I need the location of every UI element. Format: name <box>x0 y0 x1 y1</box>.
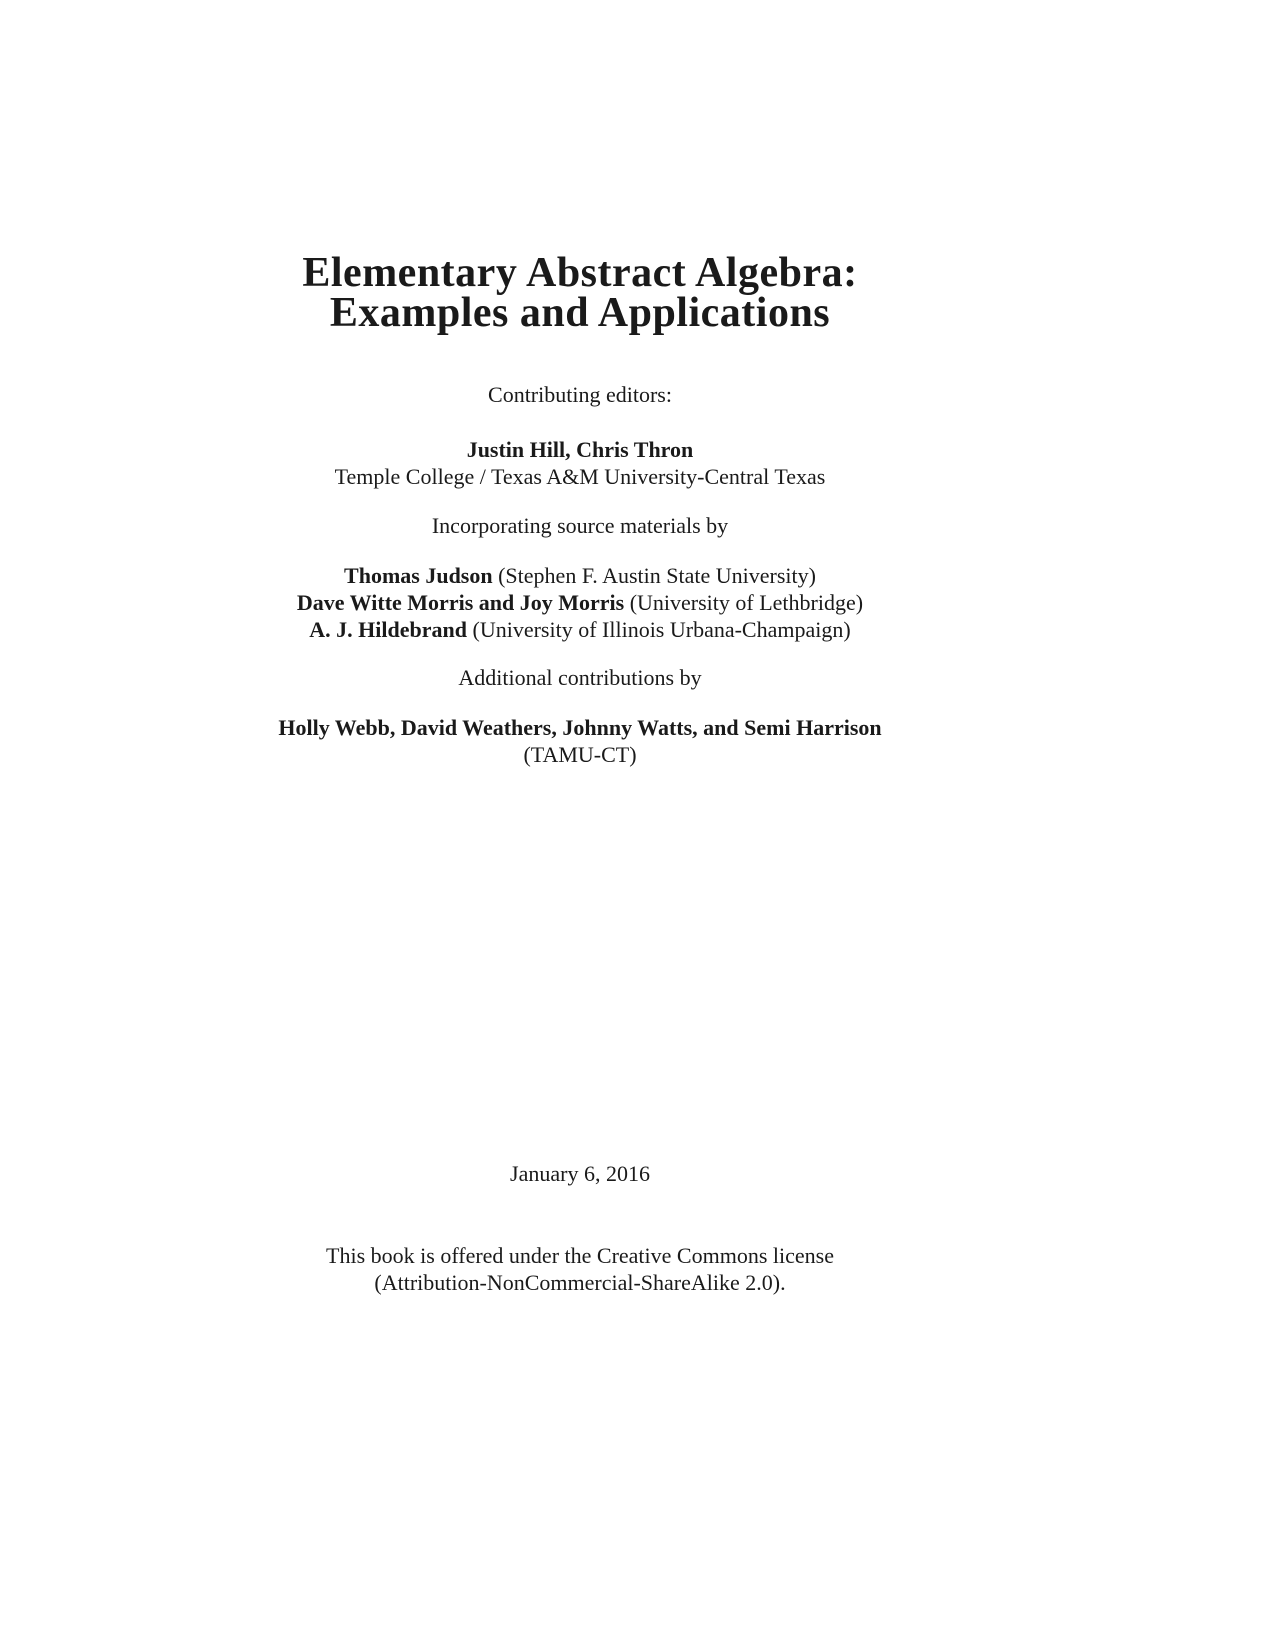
additional-names: Holly Webb, David Weathers, Johnny Watts, and Semi Harrison <box>278 715 882 740</box>
additional-block <box>0 714 1160 768</box>
source-entry <box>0 616 1160 643</box>
source-affiliation: (University of Illinois Urbana-Champaign) <box>467 617 851 642</box>
sources-list <box>0 562 1160 643</box>
source-entry <box>0 562 1160 589</box>
editors-affiliation: Temple College / Texas A&M University-Central Texas <box>334 464 826 489</box>
source-name: Dave Witte Morris and Joy Morris <box>296 590 625 615</box>
editors-names: Justin Hill, Chris Thron <box>466 437 694 462</box>
source-entry <box>0 589 1160 616</box>
source-affiliation: (University of Lethbridge) <box>624 590 864 615</box>
source-name: Thomas Judson <box>344 563 493 588</box>
license-notice <box>0 1242 1160 1296</box>
title-line-2: Examples and Applications <box>329 290 831 336</box>
license-line-2: (Attribution-NonCommercial-ShareAlike 2.0). <box>374 1270 786 1295</box>
additional-heading: Additional contributions by <box>458 665 702 690</box>
title-line-1: Elementary Abstract Algebra: <box>302 250 858 296</box>
editors-heading: Contributing editors: <box>488 382 672 407</box>
book-title <box>0 250 1160 336</box>
source-affiliation: (Stephen F. Austin State University) <box>492 563 816 588</box>
license-line-1: This book is offered under the Creative Commons license <box>326 1243 834 1268</box>
publication-date: January 6, 2016 <box>510 1161 650 1186</box>
additional-affiliation: (TAMU-CT) <box>523 742 637 767</box>
source-name: A. J. Hildebrand <box>309 617 467 642</box>
sources-heading: Incorporating source materials by <box>431 513 729 538</box>
editors-block <box>0 436 1160 490</box>
